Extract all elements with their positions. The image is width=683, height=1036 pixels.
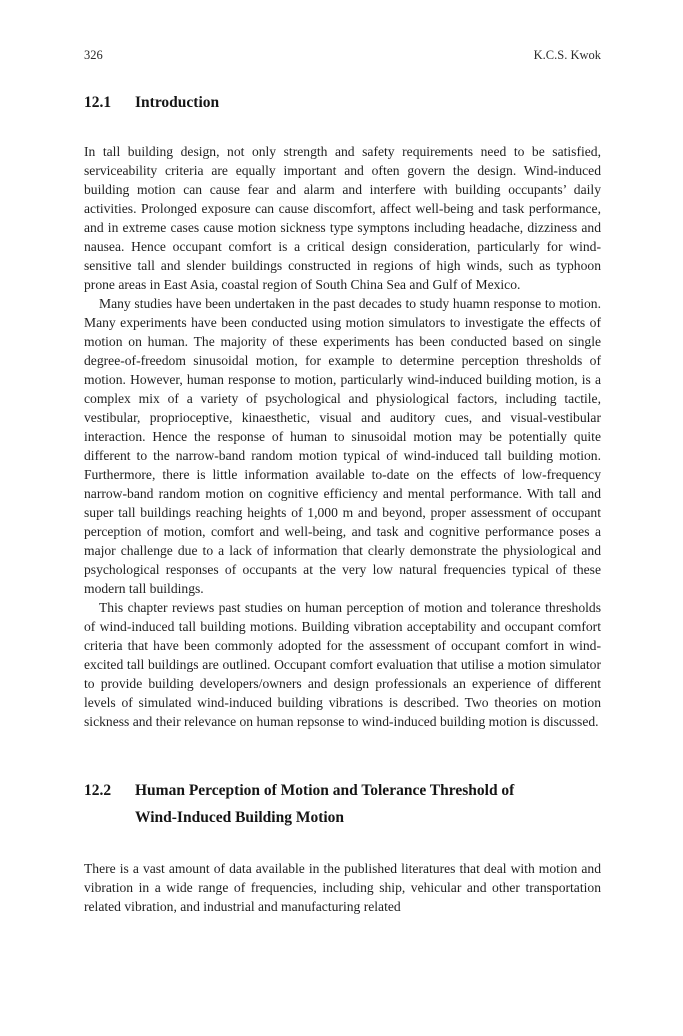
paragraph-intro-2: Many studies have been undertaken in the past decades to study huamn response to motion. Many experiments have been conducted using motion simulators to investigate the effects of motion on human. The majority of these experiments has been conducted based on single degree-of-freedom sinusoidal motion, for example to determine perception thresholds of motion. However, human response to motion, particularly wind-induced building motion, is a complex mix of a variety of psychological and physiological factors, including tactile, vestibular, proprioceptive, kinaesthetic, visual and auditory cues, and visual-vestibular interaction. Hence the response of human to sinusoidal motion may be potentially quite different to the narrow-band random motion typical of wind-induced tall building motion. Furthermore, there is little information available to-date on the effects of low-frequency narrow-band random motion on cognitive efficiency and mental performance. With tall and super tall buildings reaching heights of 1,000 m and beyond, proper assessment of occupant perception of motion, comfort and well-being, and task and cognitive performance poses a major challenge due to a lack of information that clearly demonstrate the physiological and psychological responses of occupants at the very low natural frequencies typical of these modern tall buildings. — [84, 296, 601, 596]
section-title: Human Perception of Motion and Tolerance Threshold of Wind-Induced Building Motion — [135, 782, 515, 826]
section-heading-12-1 — [84, 93, 601, 113]
page-header — [84, 48, 601, 63]
section-number: 12.2 — [84, 782, 112, 799]
paragraph-intro-3: This chapter reviews past studies on human perception of motion and tolerance thresholds of wind-induced tall building motions. Building vibration acceptability and occupant comfort criteria that have been commonly adopted for the assessment of occupant comfort in wind-excited tall buildings are outlined. Occupant comfort evaluation that utilise a motion simulator to provide building developers/owners and design professionals an experience of different levels of simulated wind-induced building vibrations is described. Two theories on motion sickness and their relevance on human repsonse to wind-induced building motion is discussed. — [84, 600, 601, 729]
paragraph-intro-1: In tall building design, not only strength and safety requirements need to be satisfied, serviceability criteria are equally important and often govern the design. Wind-induced building motion can cause fear and alarm and interfere with building occupants’ daily activities. Prolonged exposure can cause discomfort, affect well-being and task performance, and in extreme cases cause motion sickness type symptons including headache, dizziness and nausea. Hence occupant comfort is a critical design consideration, particularly for wind-sensitive tall and slender buildings constructed in regions of high winds, such as typhoon prone areas in East Asia, coastal region of South China Sea and Gulf of Mexico. — [84, 144, 601, 292]
section-number: 12.1 — [84, 94, 112, 111]
section-heading-12-2 — [84, 777, 601, 831]
running-head-author: K.C.S. Kwok — [533, 48, 601, 62]
paragraph-perception-1: There is a vast amount of data available in the published literatures that deal with motion and vibration in a wide range of frequencies, including ship, vehicular and other transportation related vibration, and industrial and manufacturing related — [84, 861, 601, 914]
section-12-2-body — [84, 859, 601, 916]
section-title: Introduction — [135, 94, 220, 111]
section-12-1-body — [84, 142, 601, 731]
page-number: 326 — [84, 48, 103, 62]
